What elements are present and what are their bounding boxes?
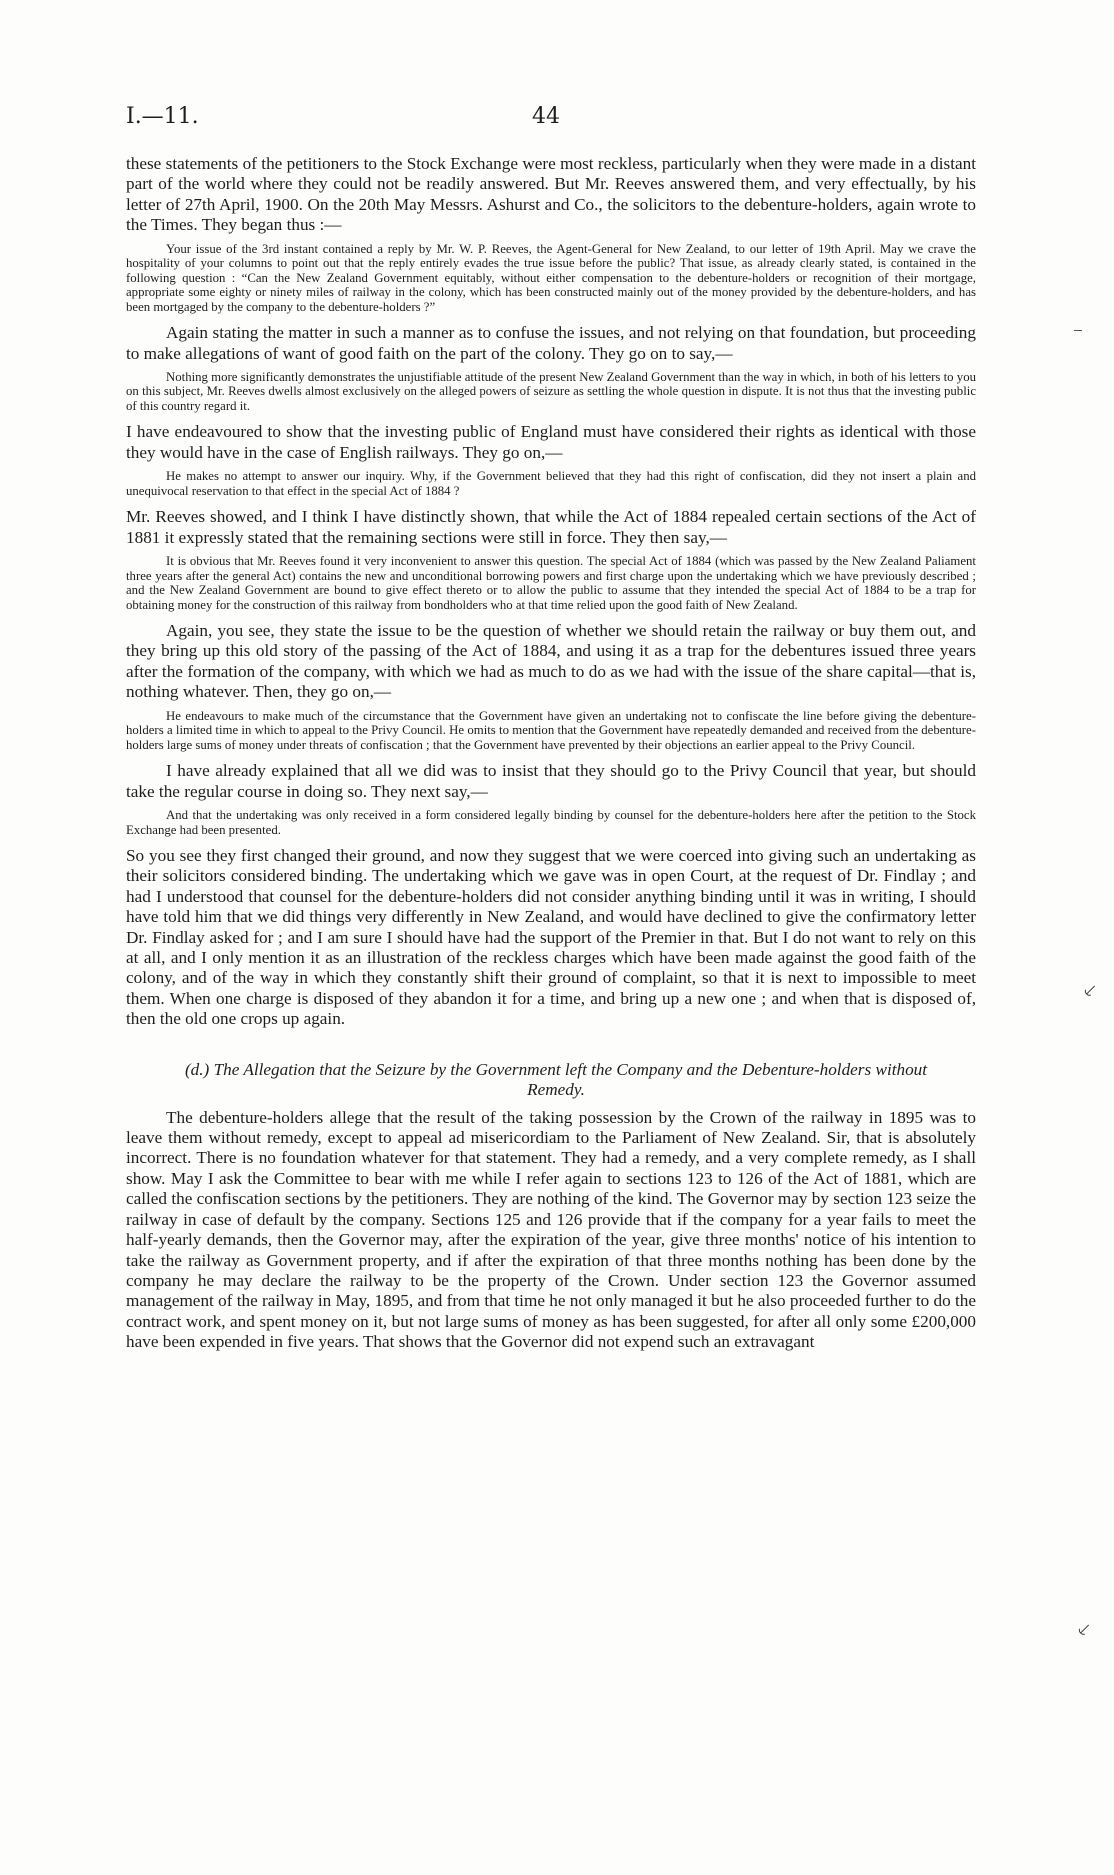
quotation: It is obvious that Mr. Reeves found it very inconvenient to answer this question. The special Act of 1884 (which was passed by the New Zealand Paliament three years after the general Act) contains the new and unconditional borrowing powers and first charge upon the undertaking which we have previously described ; and the New Zealand Government are bound to give effect thereto or to allow the public to assume that they intended the special Act of 1884 to be a trap for obtaining money for the construction of this railway from bondholders who at that time relied upon the good faith of New Zealand. (126, 554, 976, 612)
page-header (126, 104, 976, 138)
quotation: He makes no attempt to answer our inquiry. Why, if the Government believed that they had this right of confiscation, did they not insert a plain and unequivocal reservation to that effect in the special Act of 1884 ? (126, 469, 976, 498)
quotation: He endeavours to make much of the circumstance that the Government have given an undertaking not to confiscate the line before giving the debenture-holders a limited time in which to appeal to the Privy Council. He omits to mention that the Government have repeatedly demanded and received from the debenture-holders large sums of money under threats of confiscation ; that the Government have prevented by their objections an earlier appeal to the Privy Council. (126, 708, 976, 752)
page-number: 44 (532, 104, 560, 129)
paragraph: Again stating the matter in such a manner as to confuse the issues, and not relying on that foundation, but proceeding to make allegations of want of good faith on the part of the colony. They go on to say,— (126, 323, 976, 363)
paragraph: I have endeavoured to show that the investing public of England must have considered their rights as identical with those they would have in the case of English railways. They go on,— (126, 422, 976, 462)
margin-mark: ⸔ (1076, 1617, 1091, 1641)
document-reference: I.—11. (126, 104, 199, 129)
paragraph: I have already explained that all we did was to insist that they should go to the Privy Council that year, but should take the regular course in doing so. They next say,— (126, 761, 976, 801)
paragraph: So you see they first changed their ground, and now they suggest that we were coerced into giving such an undertaking as their solicitors considered binding. The undertaking which we gave was in open Court, at the request of Dr. Findlay ; and had I understood that counsel for the debenture-holders did not consider anything binding until it was in writing, I should have told him that we did things very differently in New Zealand, and would have declined to give the confirmatory letter Dr. Findlay asked for ; and I am sure I should have had the support of the Premier in that. But I do not want to rely on this at all, and I only mention it as an illustration of the reckless charges which have been made against the good faith of the colony, and of the way in which they constantly shift their ground of complaint, so that it is next to impossible to meet them. When one charge is disposed of they abandon it for a time, and bring up a new one ; and when that is disposed of, then the old one crops up again. (126, 846, 976, 1029)
paragraph: these statements of the petitioners to the Stock Exchange were most reckless, particularly when they were made in a distant part of the world where they could not be readily answered. But Mr. Reeves answered them, and very effectually, by his letter of 27th April, 1900. On the 20th May Messrs. Ashurst and Co., the solicitors to the debenture-holders, again wrote to the Times. They began thus :— (126, 154, 976, 235)
paragraph: The debenture-holders allege that the result of the taking possession by the Crown of the railway in 1895 was to leave them without remedy, except to appeal ad misericordiam to the Parliament of New Zealand. Sir, that is absolutely incorrect. There is no foundation whatever for that statement. They had a remedy, and a very complete remedy, as I shall show. May I ask the Committee to bear with me while I refer again to sections 123 to 126 of the Act of 1881, which are called the confiscation sections by the petitioners. They are nothing of the kind. The Governor may by section 123 seize the railway in case of default by the company. Sections 125 and 126 provide that if the company for a year fails to meet the half-yearly demands, then the Governor may, after the expiration of the year, give three months' notice of his intention to take the railway as Government property, and if after the expiration of that three months nothing has been done by the company he may declare the railway to be the property of the Crown. Under section 123 the Governor assumed management of the railway in May, 1895, and from that time he not only managed it but he also proceeded further to do the contract work, and spent money on it, but not large sums of money as has been suggested, for after all only some £200,000 have been expended in five years. That shows that the Governor did not expend such an extravagant (126, 1107, 976, 1352)
paragraph: Mr. Reeves showed, and I think I have distinctly shown, that while the Act of 1884 repealed certain sections of the Act of 1881 it expressly stated that the remaining sections were still in force. They then say,— (126, 507, 976, 547)
section-heading: (d.) The Allegation that the Seizure by the Government left the Company and the Debenture-holders without Remedy. (184, 1059, 928, 1099)
margin-mark (1074, 330, 1082, 331)
document-body (126, 154, 976, 1358)
quotation: Nothing more significantly demonstrates the unjustifiable attitude of the present New Zealand Government than the way in which, in both of his letters to you on this subject, Mr. Reeves dwells almost exclusively on the alleged powers of seizure as settling the whole question in dispute. It is not thus that the investing public of this country regard it. (126, 369, 976, 413)
paragraph: Again, you see, they state the issue to be the question of whether we should retain the railway or buy them out, and they bring up this old story of the passing of the Act of 1884, and using it as a trap for the debentures issued three years after the formation of the company, with which we had as much to do as we had with the issue of the share capital—that is, nothing whatever. Then, they go on,— (126, 621, 976, 702)
quotation: Your issue of the 3rd instant contained a reply by Mr. W. P. Reeves, the Agent-General for New Zealand, to our letter of 19th April. May we crave the hospitality of your columns to point out that the reply entirely evades the true issue before the public? That issue, as already clearly stated, is contained in the following question : “Can the New Zealand Government equitably, without either compensation to the debenture-holders or recognition of their mortgage, appropriate some eighty or ninety miles of railway in the colony, which has been constructed mainly out of the money provided by the debenture-holders, and has been mortgaged by the company to the debenture-holders ?” (126, 241, 976, 314)
margin-mark: ⸔ (1082, 978, 1097, 1002)
quotation: And that the undertaking was only received in a form considered legally binding by counsel for the debenture-holders here after the petition to the Stock Exchange had been presented. (126, 808, 976, 837)
